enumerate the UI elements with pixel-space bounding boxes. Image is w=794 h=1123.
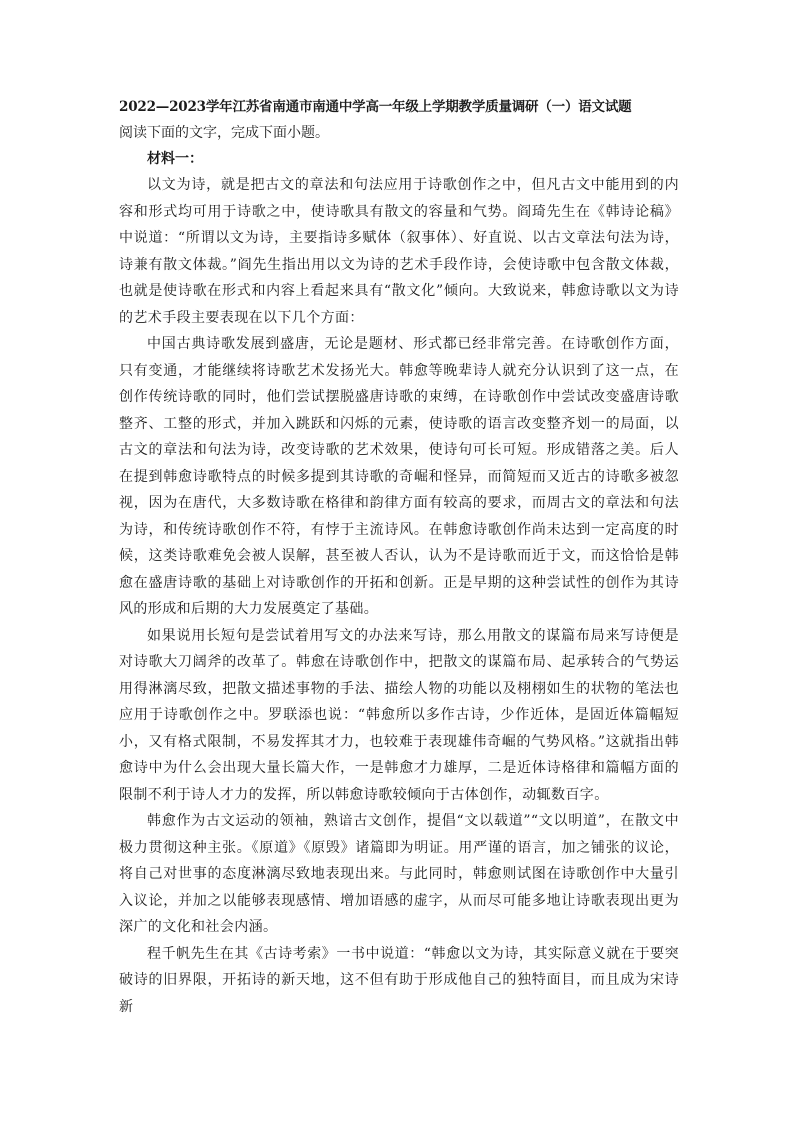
instruction-text: 阅读下面的文字，完成下面小题。 [119, 125, 329, 141]
material-label: 材料一： [147, 151, 203, 167]
paragraph-2: 中国古典诗歌发展到盛唐，无论是题材、形式都已经非常完善。在诗歌创作方面，只有变通，才能继续将诗歌艺术发扬光大。韩愈等晚辈诗人就充分认识到了这一点，在创作传统诗歌的同时，他们尝试摆脱盛唐诗歌的束缚，在诗歌创作中尝试改变盛唐诗歌整齐、工整的形式，并加入跳跃和闪烁的元素，使诗歌的语言改变整齐划一的局面，以古文的章法和句法为诗，改变诗歌的艺术效果，使诗句可长可短。形成错落之美。后人在提到韩愈诗歌特点的时候多提到其诗歌的奇崛和怪异，而简短而又近古的诗歌多被忽视，因为在唐代，大多数诗歌在格律和韵律方面有较高的要求，而周古文的章法和句法为诗，和传统诗歌创作不符，有悖于主流诗风。在韩愈诗歌创作尚未达到一定高度的时候，这类诗歌难免会被人误解，甚至被人否认，认为不是诗歌而近于文，而这恰恰是韩愈在盛唐诗歌的基础上对诗歌创作的开拓和创新。正是早期的这种尝试性的创作为其诗风的形成和后期的大力发展奠定了基础。 [119, 336, 679, 617]
paragraph-5: 程千帆先生在其《古诗考索》一书中说道：“韩愈以文为诗，其实际意义就在于要突破诗的旧界限，开拓诗的新天地，这不但有助于形成他自己的独特面目，而且成为宋诗新 [119, 945, 679, 1015]
document-title: 2022—2023学年江苏省南通市南通中学高一年级上学期教学质量调研（一）语文试题 [119, 99, 632, 115]
paragraph-4: 韩愈作为古文运动的领袖，熟谙古文创作，提倡“文以载道”“文以明道”，在散文中极力贯彻这种主张。《原道》《原毁》诸篇即为明证。用严谨的语言，加之铺张的议论，将自己对世事的态度淋漓尽致地表现出来。与此同时，韩愈则试图在诗歌创作中大量引入议论，并加之以能够表现感情、增加语感的虚字，从而尽可能多地让诗歌表现出更为深广的文化和社会内涵。 [119, 813, 679, 935]
paragraph-3: 如果说用长短句是尝试着用写文的办法来写诗，那么用散文的谋篇布局来写诗便是对诗歌大刀阔斧的改革了。韩愈在诗歌创作中，把散文的谋篇布局、起承转合的气势运用得淋漓尽致，把散文描述事物的手法、描绘人物的功能以及栩栩如生的状物的笔法也应用于诗歌创作之中。罗联添也说：“韩愈所以多作古诗，少作近体，是固近体篇幅短小，又有格式限制，不易发挥其才力，也较难于表现雄伟奇崛的气势风格。”这就指出韩愈诗中为什么会出现大量长篇大作，一是韩愈才力雄厚，二是近体诗格律和篇幅方面的限制不利于诗人才力的发挥，所以韩愈诗歌较倾向于古体创作，动辄数百字。 [119, 627, 679, 803]
document-page [119, 94, 679, 1020]
paragraph-1: 以文为诗，就是把古文的章法和句法应用于诗歌创作之中，但凡古文中能用到的内容和形式均可用于诗歌之中，使诗歌具有散文的容量和气势。阎琦先生在《韩诗论稿》中说道：“所谓以文为诗，主要指诗多赋体（叙事体）、好直说、以古文章法句法为诗，诗兼有散文体裁。”阎先生指出用以文为诗的艺术手段作诗，会使诗歌中包含散文体裁，也就是使诗歌在形式和内容上看起来具有“散文化”倾向。大致说来，韩愈诗歌以文为诗的艺术手段主要表现在以下几个方面： [119, 177, 679, 326]
